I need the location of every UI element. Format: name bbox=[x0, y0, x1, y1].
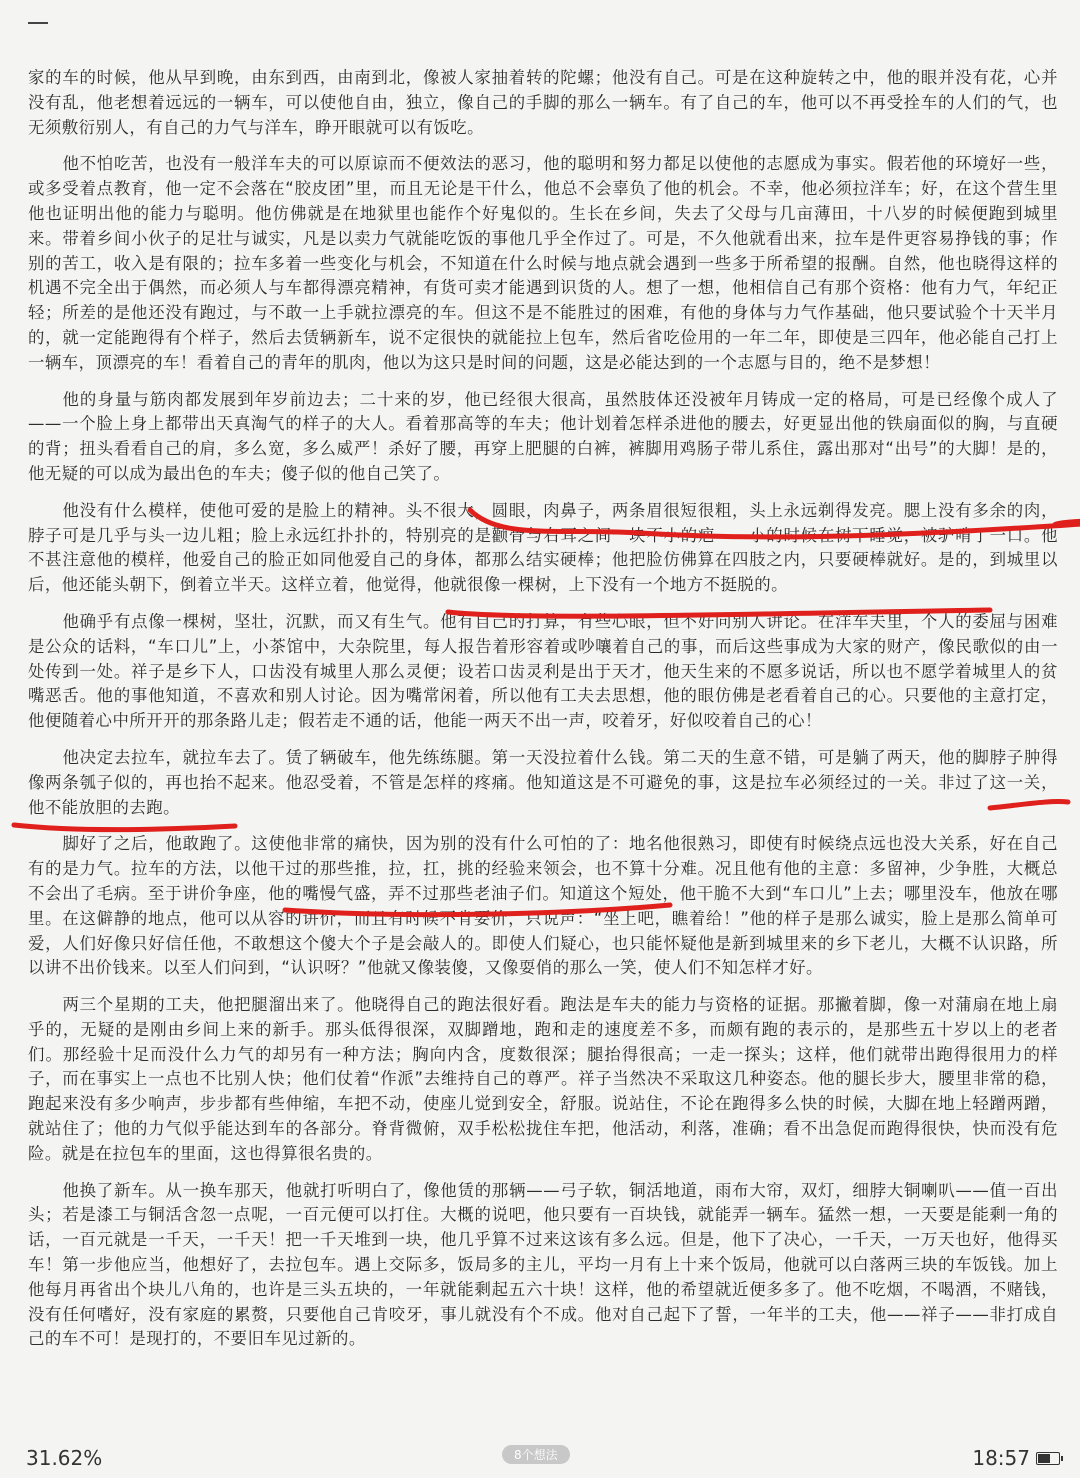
notes-count-badge[interactable]: 8个想法 bbox=[502, 1445, 570, 1464]
paragraph: 他不怕吃苦，也没有一般洋车夫的可以原谅而不便效法的恶习，他的聪明和努力都足以使他的志愿成为事实。假若他的环境好一些，或多受着点教育，他一定不会落在“胶皮团”里，而且无论是干什么，他总不会辜负了他的机会。不幸，他必须拉洋车；好，在这个营生里他也证明出他的能力与聪明。他仿佛就是在地狱里也能作个好鬼似的。生长在乡间，失去了父母与几亩薄田，十八岁的时候便跑到城里来。带着乡间小伙子的足壮与诚实，凡是以卖力气就能吃饭的事他几乎全作过了。可是，不久他就看出来，拉车是件更容易挣钱的事；作别的苦工，收入是有限的；拉车多着一些变化与机会，不知道在什么时候与地点就会遇到一些多于所希望的报酬。自然，他也晓得这样的机遇不完全出于偶然，而必须人与车都得漂亮精神，有货可卖才能遇到识货的人。想了一想，他相信自己有那个资格：他有力气，年纪正轻；所差的是他还没有跑过，与不敢一上手就拉漂亮的车。但这不是不能胜过的困难，有他的身体与力气作基础，他只要试验个十天半月的，就一定能跑得有个样子，然后去赁辆新车，说不定很快的就能拉上包车，然后省吃俭用的一年二年，即使是三四年，他必能自己打上一辆车，顶漂亮的车！看着自己的青年的肌肉，他以为这只是时间的问题，这是必能达到的一个志愿与目的，绝不是梦想！ bbox=[28, 154, 1058, 372]
reading-page bbox=[28, 66, 1058, 1364]
paragraph: 他换了新车。从一换车那天，他就打听明白了，像他赁的那辆——弓子软，铜活地道，雨布大帘，双灯，细脖大铜喇叭——值一百出头；若是漆工与铜活含忽一点呢，一百元便可以打住。大概的说吧，他只要有一百块钱，就能弄一辆车。猛然一想，一天要是能剩一角的话，一百元就是一千天，一千天！把一千天堆到一块，他几乎算不过来这该有多么远。但是，他下了决心，一千天，一万天也好，他得买车！第一步他应当，他想好了，去拉包车。遇上交际多，饭局多的主儿，平均一月有上十来个饭局，他就可以白落两三块的车饭钱。加上他每月再省出个块儿八角的，也许是三头五块的，一年就能剩起五六十块！这样，他的希望就近便多多了。他不吃烟，不喝酒，不赌钱，没有任何嗜好，没有家庭的累赘，只要他自己肯咬牙，事儿就没有个不成。他对自己起下了誓，一年半的工夫，他——祥子——非打成自己的车不可！是现打的，不要旧车见过新的。 bbox=[28, 1180, 1058, 1349]
paragraph: 他决定去拉车，就拉车去了。赁了辆破车，他先练练腿。第一天没拉着什么钱。第二天的生意不错，可是躺了两天，他的脚脖子肿得像两条瓠子似的，再也抬不起来。他忍受着，不管是怎样的疼痛。他知道这是不可避免的事，这是拉车必须经过的一关。非过了这一关，他不能放胆的去跑。 bbox=[28, 747, 1058, 817]
paragraph: 两三个星期的工夫，他把腿溜出来了。他晓得自己的跑法很好看。跑法是车夫的能力与资格的证据。那撇着脚，像一对蒲扇在地上扇乎的，无疑的是刚由乡间上来的新手。那头低得很深，双脚蹭地，跑和走的速度差不多，而颇有跑的表示的，是那些五十岁以上的老者们。那经验十足而没什么力气的却另有一种方法；胸向内含，度数很深；腿抬得很高；一走一探头；这样，他们就带出跑得很用力的样子，而在事实上一点也不比别人快；他们仗着“作派”去维持自己的尊严。祥子当然决不采取这几种姿态。他的腿长步大，腰里非常的稳，跑起来没有多少响声，步步都有些伸缩，车把不动，使座儿觉到安全，舒服。说站住，不论在跑得多么快的时候，大脚在地上轻蹭两蹭，就站住了；他的力气似乎能达到车的各部分。脊背微俯，双手松松拢住车把，他活动，利落，准确；看不出急促而跑得很快，快而没有危险。就是在拉包车的里面，这也得算很名贵的。 bbox=[28, 995, 1058, 1163]
paragraph: 脚好了之后，他敢跑了。这使他非常的痛快，因为别的没有什么可怕的了：地名他很熟习，即使有时候绕点远也没大关系，好在自己有的是力气。拉车的方法，以他干过的那些推，拉，扛，挑的经验来领会，也不算十分难。况且他有他的主意：多留神，少争胜，大概总不会出了毛病。至于讲价争座，他的嘴慢气盛，弄不过那些老油子们。知道这个短处，他干脆不大到“车口儿”上去；哪里没车，他放在哪里。在这僻静的地点，他可以从容的讲价，而且有时候不肯要价，只说声：“坐上吧，瞧着给！”他的样子是那么诚实，脸上是那么简单可爱，人们好像只好信任他，不敢想这个傻大个子是会敲人的。即使人们疑心，也只能怀疑他是新到城里来的乡下老儿，大概不认识路，所以讲不出价钱来。以至人们问到，“认识呀？”他就又像装傻，又像耍俏的那么一笑，使人们不知怎样才好。 bbox=[28, 834, 1058, 978]
paragraph: 家的车的时候，他从早到晚，由东到西，由南到北，像被人家抽着转的陀螺；他没有自己。可是在这种旋转之中，他的眼并没有花，心并没有乱，他老想着远远的一辆车，可以使他自由，独立，像自己的手脚的那么一辆车。有了自己的车，他可以不再受拴车的人们的气，也无须敷衍别人，有自己的力气与洋车，睁开眼就可以有饭吃。 bbox=[28, 68, 1058, 137]
reading-progress: 31.62% bbox=[26, 1446, 103, 1470]
paragraph: 他确乎有点像一棵树，坚壮，沉默，而又有生气。他有自己的打算，有些心眼，但不好向别人讲论。在洋车夫里，个人的委屈与困难是公众的话料，“车口儿”上，小茶馆中，大杂院里，每人报告着形容着或吵嚷着自己的事，而后这些事成为大家的财产，像民歌似的由一处传到一处。祥子是乡下人，口齿没有城里人那么灵便；设若口齿灵利是出于天才，他天生来的不愿多说话，所以也不愿学着城里人的贫嘴恶舌。他的事他知道，不喜欢和别人讨论。因为嘴常闲着，所以他有工夫去思想，他的眼仿佛是老看着自己的心。只要他的主意打定，他便随着心中所开开的那条路儿走；假若走不通的话，他能一两天不出一声，咬着牙，好似咬着自己的心！ bbox=[28, 611, 1058, 731]
clock-battery bbox=[972, 1446, 1060, 1470]
clock-time: 18:57 bbox=[972, 1446, 1030, 1470]
paragraph: 他没有什么模样，使他可爱的是脸上的精神。头不很大，圆眼，肉鼻子，两条眉很短很粗，头上永远剃得发亮。腮上没有多余的肉，脖子可是几乎与头一边儿粗；脸上永远红扑扑的，特别亮的是颧骨与右耳之间一块不小的疤——小的时候在树下睡觉，被驴啃了一口。他不甚注意他的模样，他爱自己的脸正如同他爱自己的身体，都那么结实硬棒；他把脸仿佛算在四肢之内，只要硬棒就好。是的，到城里以后，他还能头朝下，倒着立半天。这样立着，他觉得，他就很像一棵树，上下没有一个地方不挺脱的。 bbox=[28, 500, 1058, 595]
battery-icon bbox=[1036, 1452, 1060, 1465]
menu-dash-icon[interactable] bbox=[28, 22, 48, 24]
paragraph: 他的身量与筋肉都发展到年岁前边去；二十来的岁，他已经很大很高，虽然肢体还没被年月铸成一定的格局，可是已经像个成人了——一个脸上身上都带出天真淘气的样子的大人。看着那高等的车夫；他计划着怎样杀进他的腰去，好更显出他的铁扇面似的胸，与直硬的背；扭头看看自己的肩，多么宽，多么威严！杀好了腰，再穿上肥腿的白裤，裤脚用鸡肠子带儿系住，露出那对“出号”的大脚！是的，他无疑的可以成为最出色的车夫；傻子似的他自己笑了。 bbox=[28, 389, 1058, 483]
